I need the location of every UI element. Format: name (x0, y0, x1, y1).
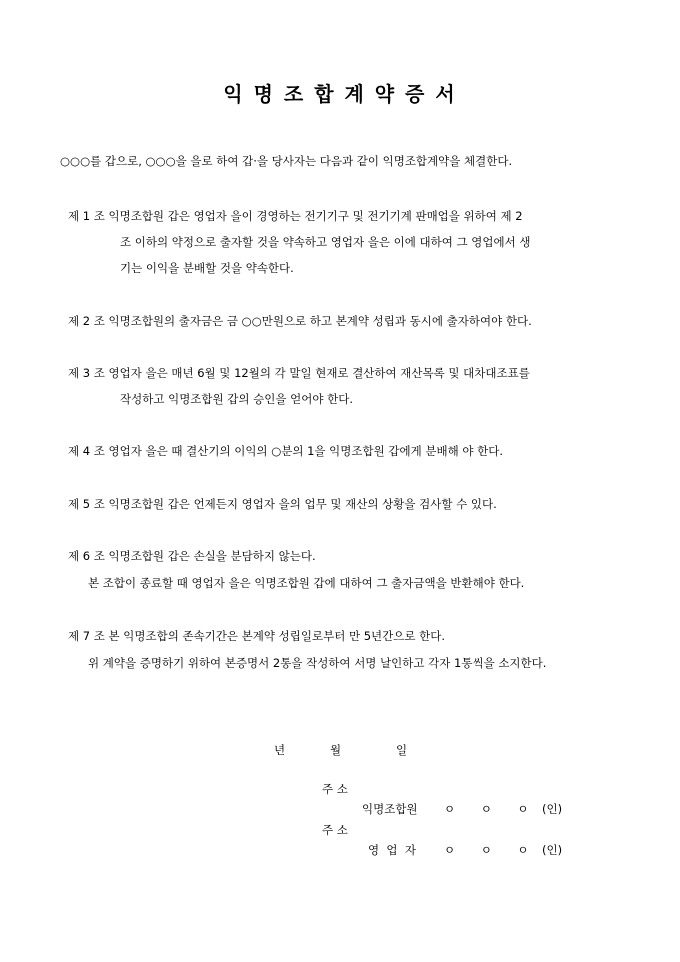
article-line: 조 이하의 약정으로 출자할 것을 약속하고 영업자 을은 이에 대하여 그 영업에서 생 (120, 235, 531, 249)
address-label: 주 소 (322, 823, 348, 837)
address-label: 주 소 (322, 782, 348, 796)
article-line: 제 2 조 익명조합원의 출자금은 금 ○○만원으로 하고 본계약 성립과 동시에 출자하여야 한다. (68, 314, 532, 328)
article-line: 제 7 조 본 익명조합의 존속기간은 본계약 성립일로부터 만 5년간으로 한다. (68, 629, 446, 643)
seal-mark: (인) (542, 802, 563, 816)
role-label: 영 업 자 (368, 843, 416, 857)
date-month: 월 (330, 743, 342, 757)
seal-mark: (인) (542, 843, 563, 857)
name-marks: ㅇ ㅇ ㅇ (444, 802, 529, 816)
article-line: 제 5 조 익명조합원 갑은 언제든지 영업자 을의 업무 및 재산의 상황을 검사할 수 있다. (68, 497, 497, 511)
role-label: 익명조합원 (362, 802, 418, 816)
intro-paragraph: ○○○를 갑으로, ○○○을 을로 하여 갑·을 당사자는 다음과 같이 익명조합계약을 체결한다. (60, 154, 513, 168)
article-line: 제 3 조 영업자 을은 매년 6월 및 12월의 각 말일 현재로 결산하여 재산목록 및 대차대조표를 (68, 366, 530, 380)
article-line: 위 계약을 증명하기 위하여 본증명서 2통을 작성하여 서명 날인하고 각자 1통씩을 소지한다. (88, 656, 547, 670)
article-line: 기는 이익을 분배할 것을 약속한다. (120, 261, 294, 275)
date-day: 일 (396, 743, 408, 757)
article-line: 제 4 조 영업자 을은 때 결산기의 이익의 ○분의 1을 익명조합원 갑에게 분배해 야 한다. (68, 444, 503, 458)
name-marks: ㅇ ㅇ ㅇ (444, 843, 529, 857)
article-line: 제 1 조 익명조합원 갑은 영업자 을이 경영하는 전기기구 및 전기기계 판매업을 위하여 제 2 (68, 209, 523, 223)
article-line: 본 조합이 종료할 때 영업자 을은 익명조합원 갑에 대하여 그 출자금액을 반환해야 한다. (88, 576, 525, 590)
date-year: 년 (274, 743, 286, 757)
document-title: 익 명 조 합 계 약 증 서 (223, 82, 457, 106)
article-line: 작성하고 익명조합원 갑의 승인을 얻어야 한다. (120, 392, 354, 406)
article-line: 제 6 조 익명조합원 갑은 손실을 분담하지 않는다. (68, 549, 316, 563)
